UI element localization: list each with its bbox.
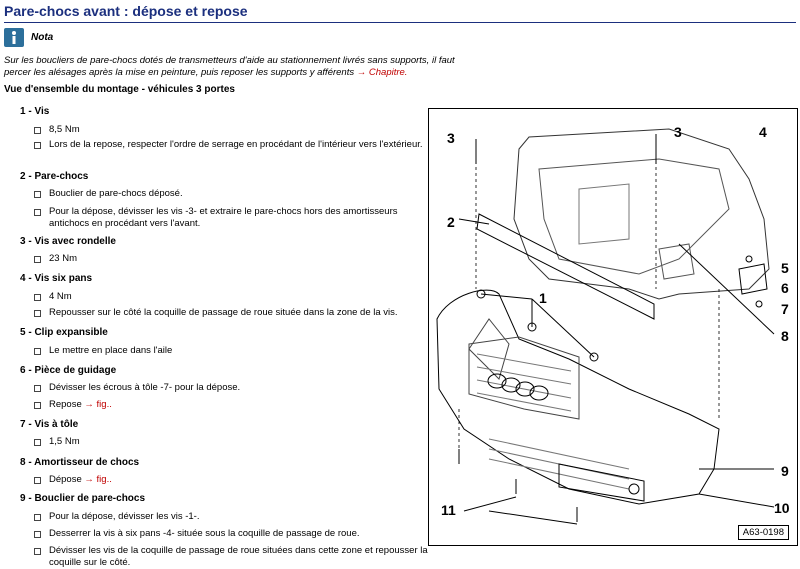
item-2-label: 2 - Pare-chocs (20, 171, 89, 182)
bumper-diagram (429, 109, 797, 545)
item-9-label: 9 - Bouclier de pare-chocs (20, 493, 146, 504)
item-6-bullet-1: Dévisser les écrous à tôle -7- pour la dépose. (34, 382, 429, 394)
fig-link[interactable]: → fig.. (84, 474, 112, 485)
fig-link[interactable]: → fig.. (84, 399, 112, 410)
section-subtitle: Vue d'ensemble du montage - véhicules 3 portes (4, 84, 235, 95)
callout-8: 8 (781, 328, 789, 344)
item-9-bullet-3: Dévisser les vis de la coquille de passage de roue situées dans cette zone et repousser la coquille sur le côté. (34, 545, 429, 569)
note-text (4, 55, 474, 79)
callout-2: 2 (447, 214, 455, 230)
callout-6: 6 (781, 280, 789, 296)
item-4-bullet-1: 4 Nm (34, 291, 429, 303)
item-2-bullet-1: Bouclier de pare-chocs déposé. (34, 188, 429, 200)
item-1-label: 1 - Vis (20, 106, 50, 117)
item-1-bullet-1: 8,5 Nm (34, 124, 429, 136)
item-2-bullet-2: Pour la dépose, dévisser les vis -3- et extraire le pare-chocs hors des amortisseurs antichocs en procédant vers l'avant. (34, 206, 429, 230)
callout-11: 11 (441, 502, 456, 518)
page-title: Pare-chocs avant : dépose et repose (4, 3, 248, 19)
item-3-bullet-1: 23 Nm (34, 253, 429, 265)
callout-1: 1 (539, 290, 547, 306)
chapter-link[interactable]: → Chapitre. (356, 67, 408, 78)
item-9-bullet-1: Pour la dépose, dévisser les vis -1-. (34, 511, 429, 523)
note-label: Nota (31, 32, 54, 43)
item-5-label: 5 - Clip expansible (20, 327, 108, 338)
item-4-bullet-2: Repousser sur le côté la coquille de passage de roue située dans la zone de la vis. (34, 307, 429, 319)
item-4-label: 4 - Vis six pans (20, 273, 93, 284)
info-icon (4, 28, 24, 47)
note-body: Sur les boucliers de pare-chocs dotés de transmetteurs d'aide au stationnement livrés sans supports, il faut percer les alésages après la mise en peinture, puis reposer les supports y afférents (4, 55, 455, 78)
callout-5: 5 (781, 260, 789, 276)
callout-10: 10 (774, 500, 790, 516)
callout-7: 7 (781, 301, 789, 317)
item-7-label: 7 - Vis à tôle (20, 419, 79, 430)
callout-3a: 3 (447, 130, 455, 146)
item-6-label: 6 - Pièce de guidage (20, 365, 117, 376)
callout-9: 9 (781, 463, 789, 479)
exploded-view-figure (428, 108, 798, 546)
item-8-bullet-1: Dépose → fig.. (34, 474, 429, 486)
item-8-label: 8 - Amortisseur de chocs (20, 457, 140, 468)
item-6-bullet-2: Repose → fig.. (34, 399, 429, 411)
item-5-bullet-1: Le mettre en place dans l'aile (34, 345, 429, 357)
item-9-bullet-2: Desserrer la vis à six pans -4- située sous la coquille de passage de roue. (34, 528, 429, 540)
title-divider (4, 22, 796, 23)
callout-3b: 3 (674, 124, 682, 140)
item-3-label: 3 - Vis avec rondelle (20, 236, 116, 247)
callout-4: 4 (759, 124, 767, 140)
item-1-bullet-2: Lors de la repose, respecter l'ordre de serrage en procédant de l'intérieur vers l'extérieur. (34, 139, 429, 151)
figure-reference: A63-0198 (738, 525, 789, 540)
item-7-bullet-1: 1,5 Nm (34, 436, 429, 448)
